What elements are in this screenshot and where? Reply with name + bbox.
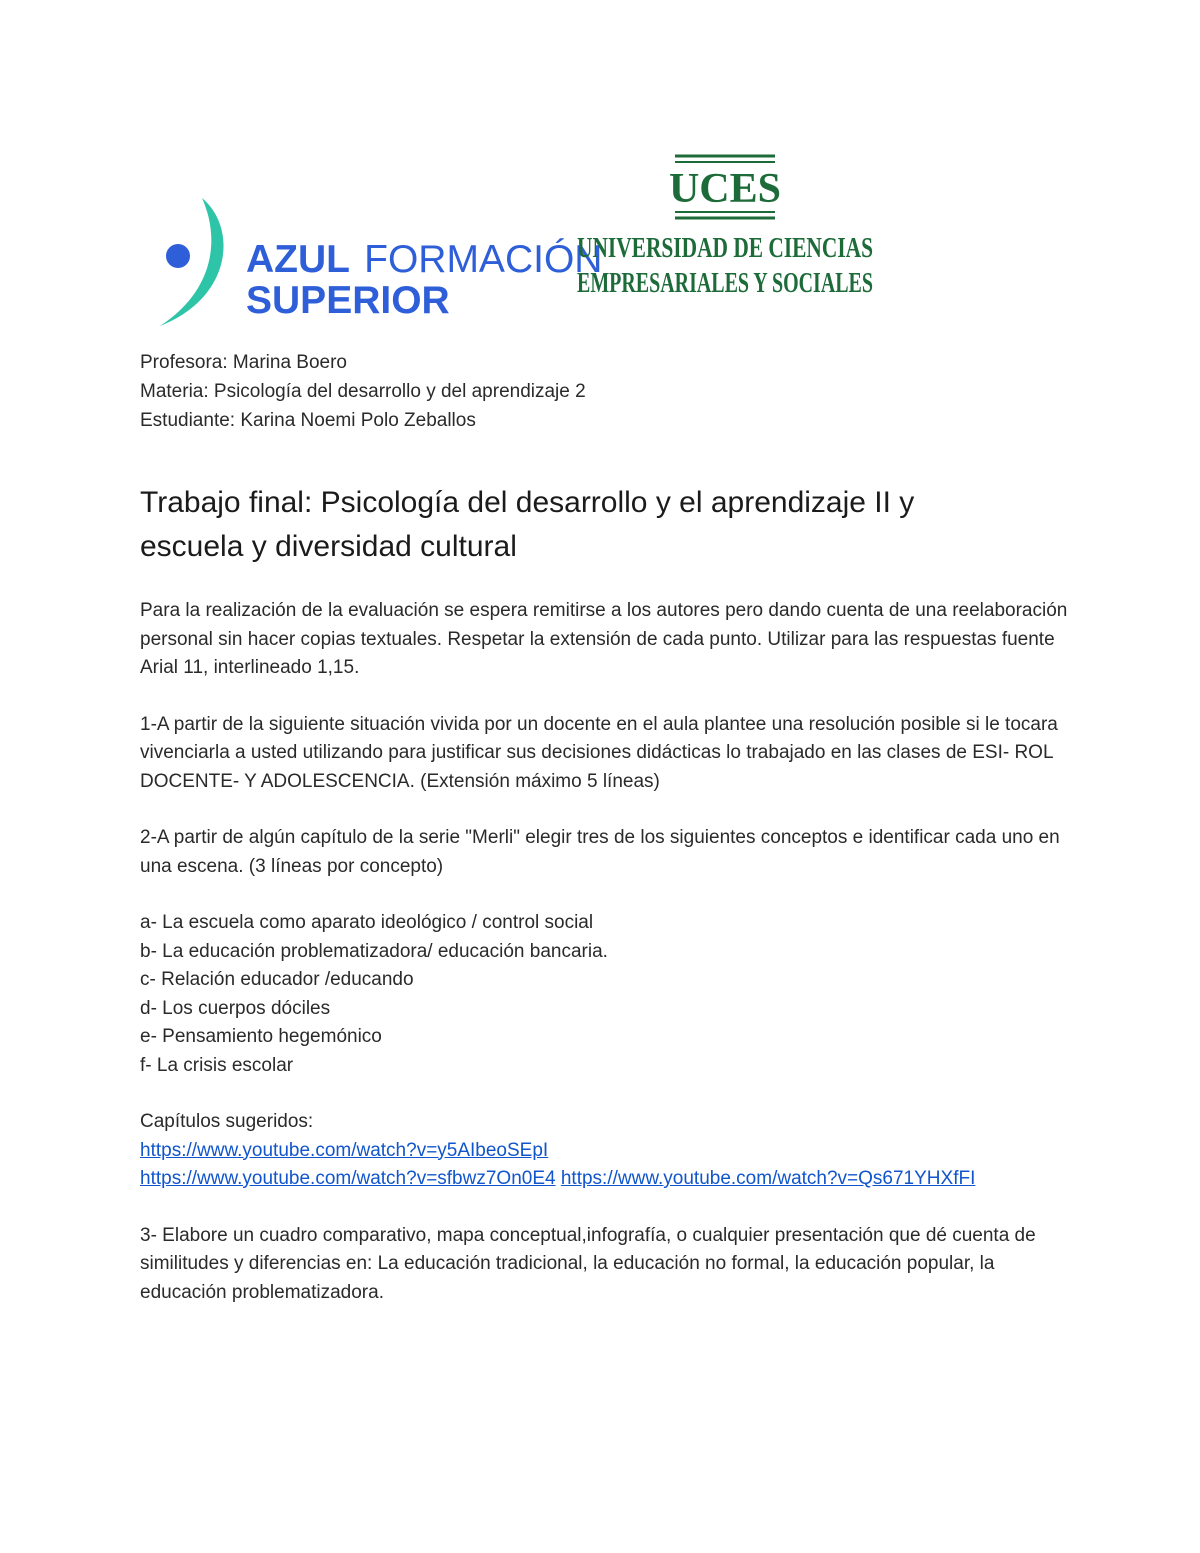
- chapters-label: Capítulos sugeridos:: [140, 1111, 314, 1132]
- concept-e: e- Pensamiento hegemónico: [140, 1026, 382, 1047]
- chapters-section: [140, 1108, 1070, 1194]
- question-3: 3- Elabore un cuadro comparativo, mapa conceptual,infografía, o cualquier presentación que dé cuenta de similitudes y diferencias en: La educación tradicional, la educación no formal, la educación popular, la educación problematizadora.: [140, 1224, 1036, 1303]
- uces-logo: [575, 150, 875, 300]
- concept-a: a- La escuela como aparato ideológico / control social: [140, 912, 594, 933]
- intro-paragraph: Para la realización de la evaluación se espera remitirse a los autores pero dando cuenta de una reelaboración personal sin hacer copias textuales. Respetar la extensión de cada punto. Utilizar para las respuestas fuente Arial 11, interlineado 1,15.: [140, 600, 1068, 678]
- title-line-2: escuela y diversidad cultural: [140, 530, 517, 563]
- concept-d: d- Los cuerpos dóciles: [140, 997, 331, 1019]
- azul-formacion-superior-logo: [160, 198, 603, 328]
- youtube-link-2[interactable]: https://www.youtube.com/watch?v=sfbwz7On0E4: [140, 1168, 556, 1189]
- azul-logo-word-formacion: FORMACIÓN: [364, 238, 603, 281]
- document-body: [140, 348, 1070, 1307]
- svg-text:AZUL FORMACIÓN: [246, 238, 602, 281]
- materia-line: Materia: Psicología del desarrollo y del aprendizaje 2: [140, 381, 586, 402]
- concept-b: b- La educación problematizadora/ educación bancaria.: [140, 940, 608, 962]
- azul-logo-dot: [166, 244, 190, 268]
- uces-acronym: UCES: [668, 166, 782, 212]
- chapters-links-line-1: [140, 1137, 1070, 1166]
- question-1: 1-A partir de la siguiente situación vivida por un docente en el aula plantee una resolución posible si le tocara vivenciarla a usted utilizando para justificar sus decisiones didácticas lo trabajado en las clases de ESI- ROL DOCENTE- Y ADOLESCENCIA. (Extensión máximo 5 líneas): [140, 713, 1058, 792]
- concept-c: c- Relación educador /educando: [140, 969, 414, 990]
- youtube-link-1[interactable]: https://www.youtube.com/watch?v=y5AIbeoSEpI: [140, 1139, 549, 1161]
- title-line-1: Trabajo final: Psicología del desarrollo y el aprendizaje II y: [140, 486, 915, 519]
- document-title: [140, 481, 1070, 569]
- uces-line1: UNIVERSIDAD DE CIENCIAS: [577, 233, 873, 264]
- youtube-link-3[interactable]: https://www.youtube.com/watch?v=Qs671YHXfFI: [560, 1168, 976, 1189]
- estudiante-line: Estudiante: Karina Noemi Polo Zeballos: [140, 410, 476, 431]
- uces-line2: EMPRESARIALES Y SOCIALES: [577, 268, 873, 299]
- azul-logo-word-azul: AZUL: [246, 238, 350, 281]
- concept-f: f- La crisis escolar: [140, 1054, 294, 1076]
- profesora-line: Profesora: Marina Boero: [140, 352, 347, 373]
- logos-header: [160, 150, 890, 330]
- chapters-links-line-2: [140, 1165, 1070, 1194]
- question-2: 2-A partir de algún capítulo de la serie "Merli" elegir tres de los siguientes conceptos e identificar cada uno en una escena. (3 líneas por concepto): [140, 827, 1060, 877]
- azul-logo-word-superior: SUPERIOR: [246, 279, 450, 322]
- concepts-list: [140, 909, 1070, 1080]
